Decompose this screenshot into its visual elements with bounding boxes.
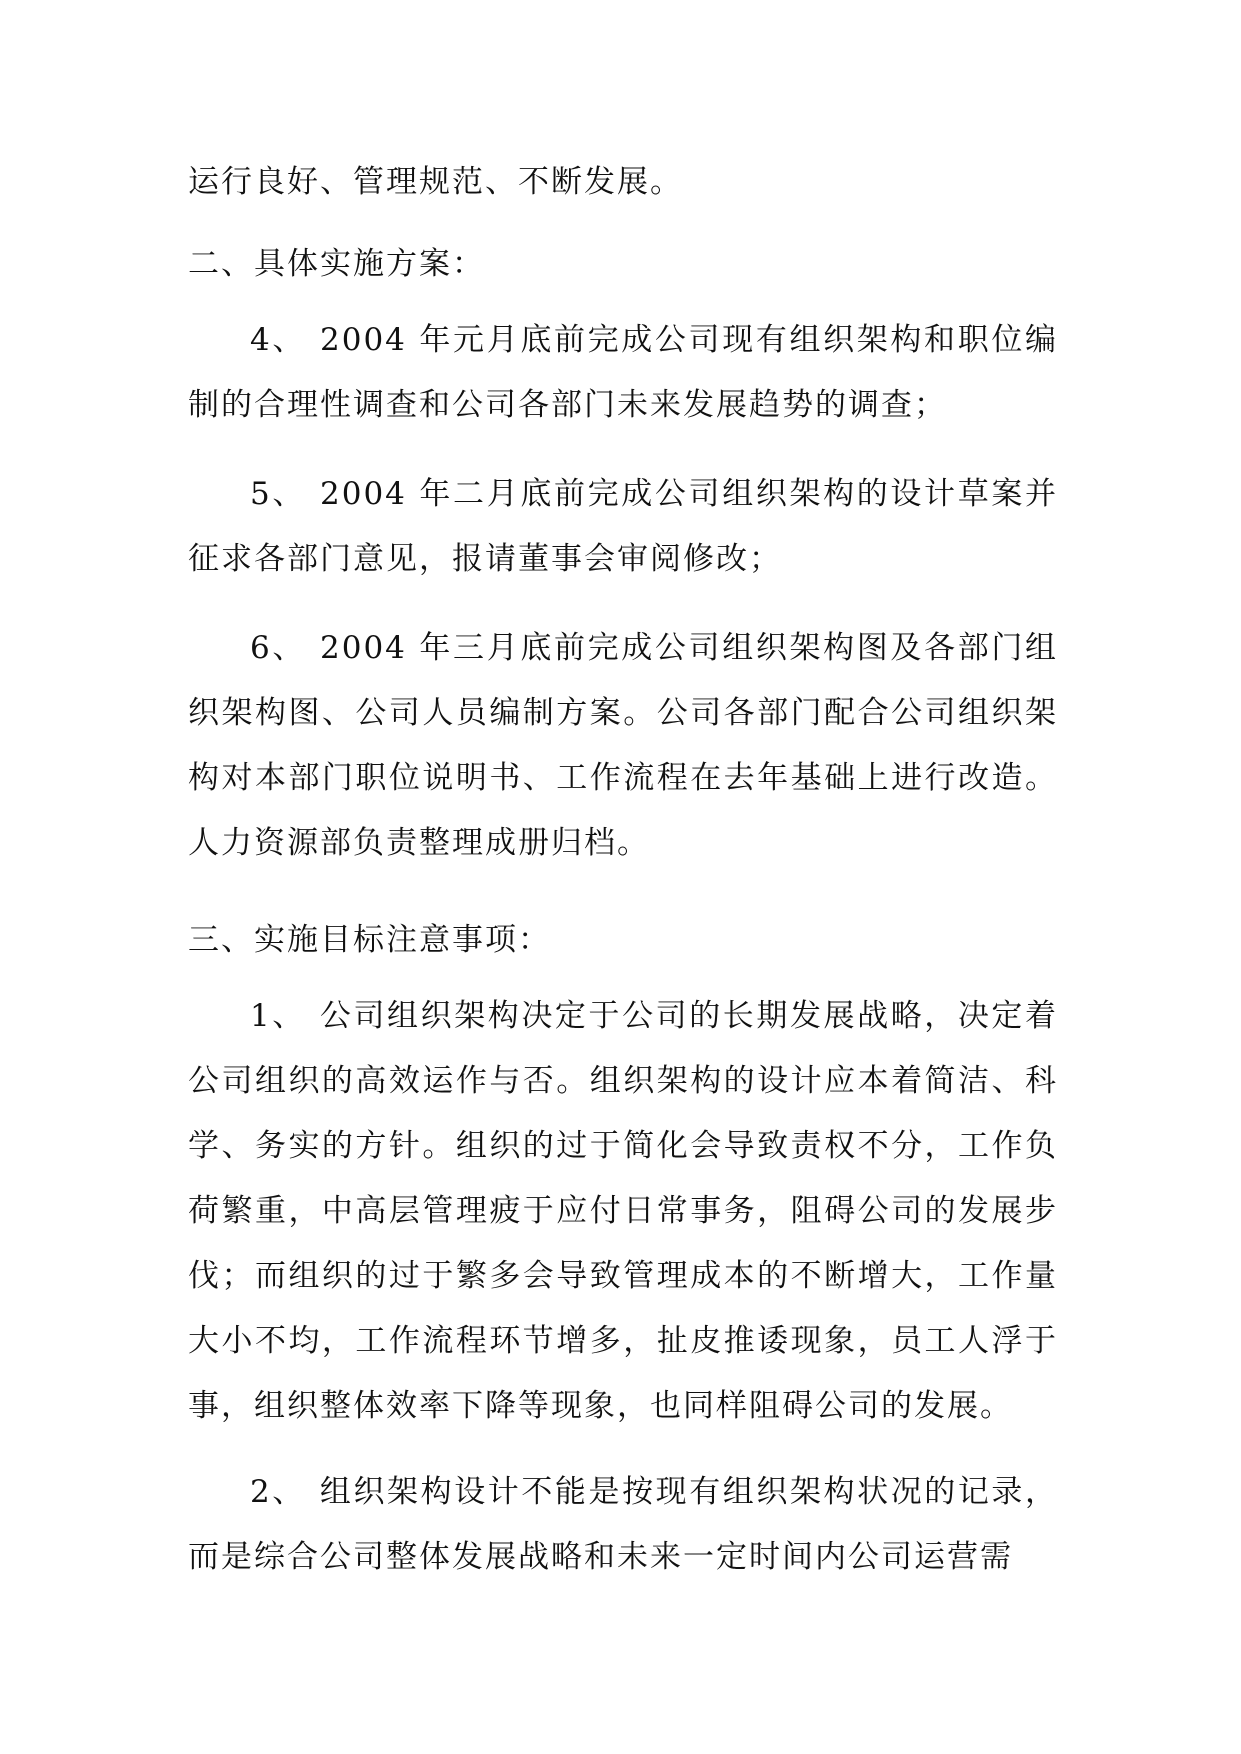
plan-item-5 bbox=[188, 462, 1058, 592]
note-item-number: 1、 bbox=[250, 998, 306, 1034]
note-item-text: 公司组织架构决定于公司的长期发展战略，决定着公司组织的高效运作与否。组织架构的设计应本着简洁、科学、务实的方针。组织的过于简化会导致责权不分，工作负荷繁重，中高层管理疲于应付日常事务，阻碍公司的发展步伐；而组织的过于繁多会导致管理成本的不断增大，工作量大小不均，工作流程环节增多，扯皮推诿现象，员工人浮于事，组织整体效率下降等现象，也同样阻碍公司的发展。 bbox=[188, 998, 1059, 1424]
plan-item-text: 2004 年二月底前完成公司组织架构的设计草案并征求各部门意见，报请董事会审阅修改； bbox=[188, 476, 1058, 577]
plan-item-number: 6、 bbox=[250, 630, 307, 666]
section-heading-3: 三、实施目标注意事项： bbox=[188, 922, 551, 958]
note-item-1 bbox=[188, 984, 1058, 1439]
note-item-text: 组织架构设计不能是按现有组织架构状况的记录，而是综合公司整体发展战略和未来一定时间内公司运营需 bbox=[188, 1474, 1059, 1575]
plan-item-text: 2004 年元月底前完成公司现有组织架构和职位编制的合理性调查和公司各部门未来发展趋势的调查； bbox=[188, 322, 1058, 423]
plan-item-number: 4、 bbox=[250, 322, 307, 358]
section-heading-2: 二、具体实施方案： bbox=[188, 246, 485, 282]
plan-item-6 bbox=[188, 616, 1058, 876]
intro-paragraph-end: 运行良好、管理规范、不断发展。 bbox=[188, 164, 683, 200]
plan-item-number: 5、 bbox=[250, 476, 307, 512]
plan-item-4 bbox=[188, 308, 1058, 438]
plan-item-text: 2004 年三月底前完成公司组织架构图及各部门组织架构图、公司人员编制方案。公司各部门配合公司组织架构对本部门职位说明书、工作流程在去年基础上进行改造。人力资源部负责整理成册归档。 bbox=[188, 630, 1058, 861]
note-item-number: 2、 bbox=[250, 1474, 306, 1510]
note-item-2 bbox=[188, 1460, 1058, 1590]
